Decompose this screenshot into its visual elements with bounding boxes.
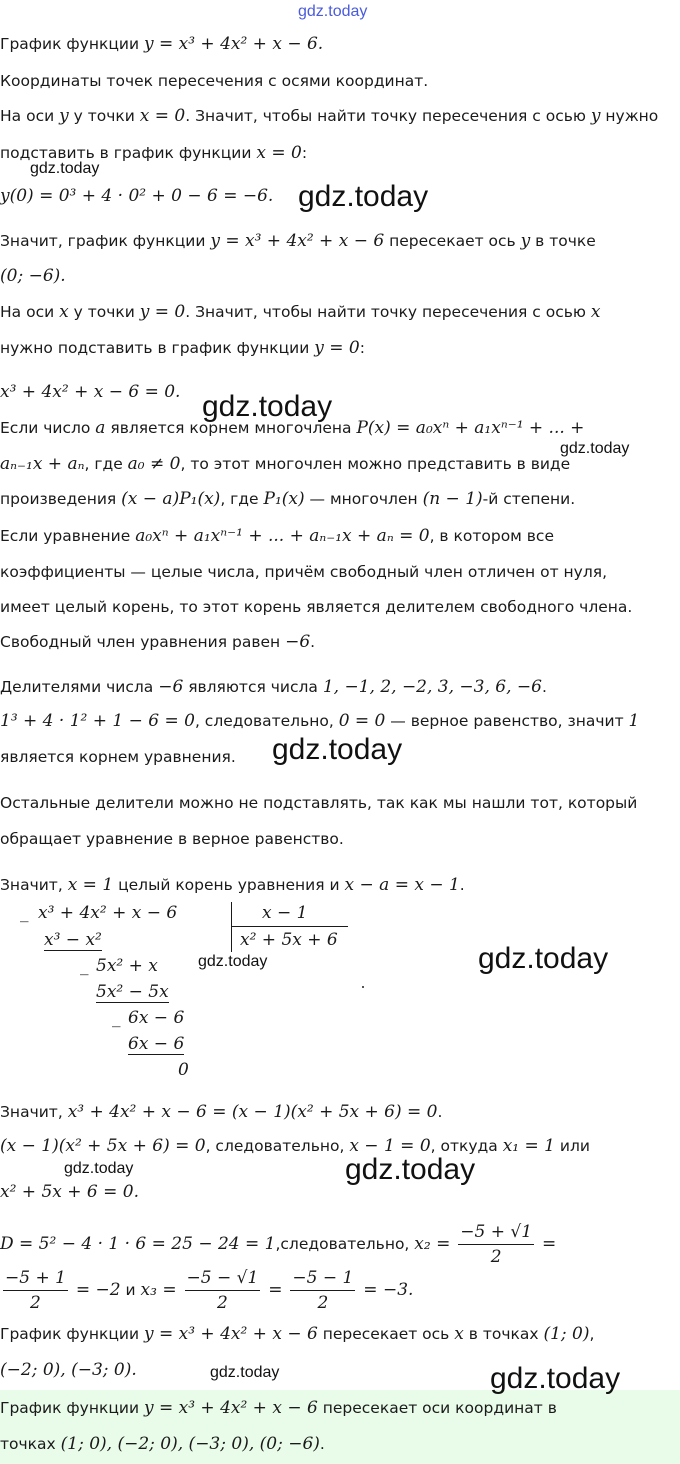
watermark: gdz.today: [202, 390, 333, 423]
solution-line: имеет целый корень, то этот корень является делителем свободного члена.: [0, 598, 633, 616]
solution-line: x² + 5x + 6 = 0.: [0, 1182, 139, 1202]
quotient: x² + 5x + 6: [240, 930, 338, 950]
solution-line: Значит, график функции y = x³ + 4x² + x − 6 пересекает ось y в точке: [0, 231, 596, 251]
solution-line: y(0) = 0³ + 4 · 0² + 0 − 6 = −6.: [0, 186, 274, 206]
watermark: gdz.today: [345, 1153, 476, 1186]
solution-line: подставить в график функции x = 0:: [0, 143, 308, 163]
division-bar: [231, 902, 232, 952]
solution-line: обращает уравнение в верное равенство.: [0, 830, 344, 848]
solution-line: aₙ₋₁x + aₙ, где a₀ ≠ 0, то этот многочлен можно представить в виде: [0, 454, 571, 474]
solution-line: График функции y = x³ + 4x² + x − 6 пересекает ось x в точках (1; 0),: [0, 1324, 595, 1344]
solution-line: Делителями числа −6 являются числа 1, −1, 2, −2, 3, −3, 6, −6.: [0, 677, 547, 697]
answer-line: точках (1; 0), (−2; 0), (−3; 0), (0; −6).: [0, 1434, 325, 1454]
solution-line: Свободный член уравнения равен −6.: [0, 632, 316, 652]
solution-line: D = 5² − 4 · 1 · 6 = 25 − 24 = 1,следовательно, x₂ = $\frac{-5 + √1}{2}$ =: [0, 1222, 557, 1267]
watermark: gdz.today: [64, 1160, 134, 1177]
fraction: $\frac{-5 + √1}{2}$: [460, 1222, 533, 1267]
solution-line: Если уравнение a₀xⁿ + a₁xⁿ⁻¹ + ... + aₙ₋₁x + aₙ = 0, в котором все: [0, 526, 554, 546]
divisor: x − 1: [262, 903, 308, 923]
solution-line: нужно подставить в график функции y = 0:: [0, 338, 365, 358]
remainder: 0: [178, 1060, 189, 1080]
answer-line: График функции y = x³ + 4x² + x − 6 пересекает оси координат в: [0, 1398, 557, 1418]
solution-line: 1³ + 4 · 1² + 1 − 6 = 0, следовательно, 0 = 0 — верное равенство, значит 1: [0, 711, 640, 731]
dividend: x³ + 4x² + x − 6: [38, 903, 178, 923]
watermark: gdz.today: [298, 180, 429, 213]
watermark: gdz.today: [198, 953, 268, 970]
solution-line: Значит, x³ + 4x² + x − 6 = (x − 1)(x² + 5x + 6) = 0.: [0, 1102, 443, 1122]
solution-line: произведения (x − a)P₁(x), где P₁(x) — многочлен (n − 1)-й степени.: [0, 489, 576, 509]
solution-line: График функции y = x³ + 4x² + x − 6.: [0, 34, 324, 54]
fraction: $\frac{-5 + 1}{2}$: [5, 1268, 66, 1313]
watermark: gdz.today: [210, 1364, 280, 1381]
watermark: gdz.today: [490, 1362, 621, 1395]
solution-line: коэффициенты — целые числа, причём свободный член отличен от нуля,: [0, 563, 607, 581]
solution-line: x³ + 4x² + x − 6 = 0.: [0, 382, 181, 402]
solution-line: Если число a является корнем многочлена P(x) = a₀xⁿ + a₁xⁿ⁻¹ + ... +: [0, 418, 585, 438]
solution-line: (0; −6).: [0, 266, 66, 286]
solution-line: На оси y у точки x = 0. Значит, чтобы найти точку пересечения с осью y нужно: [0, 106, 659, 126]
watermark: gdz.today: [272, 733, 403, 766]
solution-line: является корнем уравнения.: [0, 748, 236, 766]
watermark-top: gdz.today: [298, 3, 368, 20]
solution-line: (x − 1)(x² + 5x + 6) = 0, следовательно, x − 1 = 0, откуда x₁ = 1 или: [0, 1136, 590, 1156]
solution-line: Координаты точек пересечения с осями координат.: [0, 72, 429, 90]
fraction: $\frac{-5 - √1}{2}$: [186, 1268, 259, 1313]
fraction: $\frac{-5 - 1}{2}$: [292, 1268, 354, 1313]
solution-line: На оси x у точки y = 0. Значит, чтобы найти точку пересечения с осью x: [0, 302, 601, 322]
division-bar: [232, 926, 348, 927]
stray-dot: [362, 986, 364, 988]
watermark: gdz.today: [30, 160, 100, 177]
solution-line: Остальные делители можно не подставлять, так как мы нашли тот, который: [0, 794, 638, 812]
watermark: gdz.today: [560, 440, 630, 457]
solution-line: (−2; 0), (−3; 0).: [0, 1360, 137, 1380]
watermark: gdz.today: [478, 942, 609, 975]
solution-line: Значит, x = 1 целый корень уравнения и x − a = x − 1.: [0, 875, 465, 895]
solution-line: $\frac{-5 + 1}{2}$ = −2 и x₃ = $\frac{-5 - √1}{2}$ = $\frac{-5 - 1}{2}$ = −3.: [5, 1268, 414, 1313]
